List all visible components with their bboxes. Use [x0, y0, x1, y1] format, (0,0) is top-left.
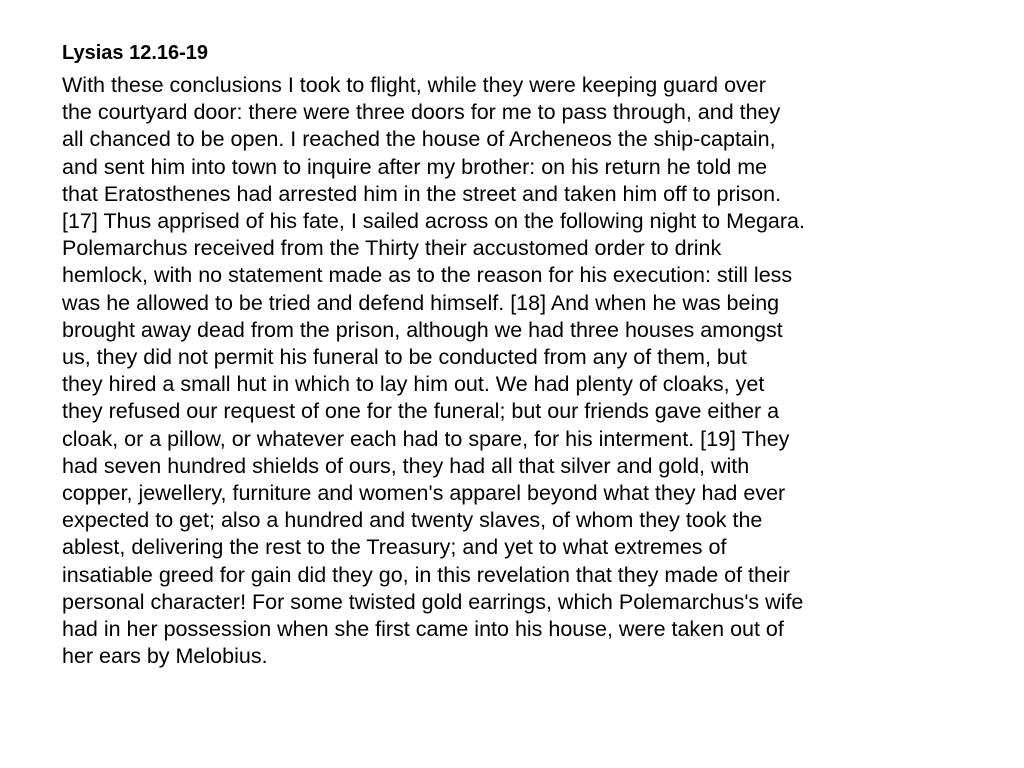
- slide-title: Lysias 12.16-19: [62, 42, 209, 64]
- passage-line: copper, jewellery, furniture and women's apparel beyond what they had ever: [62, 481, 786, 506]
- passage-line: that Eratosthenes had arrested him in the street and taken him off to prison.: [62, 181, 782, 206]
- passage-line: ablest, delivering the rest to the Treasury; and yet to what extremes of: [62, 535, 727, 560]
- passage-line: expected to get; also a hundred and twenty slaves, of whom they took the: [62, 508, 763, 533]
- slide-content: [62, 40, 972, 670]
- passage-line: insatiable greed for gain did they go, in this revelation that they made of their: [62, 562, 790, 587]
- passage-line: us, they did not permit his funeral to be conducted from any of them, but: [62, 345, 747, 370]
- passage-text: [62, 72, 972, 670]
- passage-line: had in her possession when she first came into his house, were taken out of: [62, 617, 784, 642]
- passage-line: [17] Thus apprised of his fate, I sailed across on the following night to Megara.: [62, 209, 805, 234]
- passage-line: they hired a small hut in which to lay him out. We had plenty of cloaks, yet: [62, 372, 765, 397]
- passage-line: hemlock, with no statement made as to the reason for his execution: still less: [62, 263, 793, 288]
- passage-line: was he allowed to be tried and defend himself. [18] And when he was being: [62, 290, 780, 315]
- passage-line: her ears by Melobius.: [62, 644, 268, 669]
- passage-line: personal character! For some twisted gold earrings, which Polemarchus's wife: [62, 589, 804, 614]
- passage-line: the courtyard door: there were three doors for me to pass through, and they: [62, 100, 781, 125]
- passage-line: all chanced to be open. I reached the house of Archeneos the ship-captain,: [62, 127, 776, 152]
- passage-line: cloak, or a pillow, or whatever each had to spare, for his interment. [19] They: [62, 426, 790, 451]
- passage-line: had seven hundred shields of ours, they had all that silver and gold, with: [62, 453, 750, 478]
- passage-line: Polemarchus received from the Thirty their accustomed order to drink: [62, 236, 722, 261]
- passage-line: With these conclusions I took to flight, while they were keeping guard over: [62, 73, 766, 97]
- passage-line: they refused our request of one for the funeral; but our friends gave either a: [62, 399, 780, 424]
- passage-line: and sent him into town to inquire after my brother: on his return he told me: [62, 154, 768, 179]
- passage-line: brought away dead from the prison, although we had three houses amongst: [62, 317, 783, 342]
